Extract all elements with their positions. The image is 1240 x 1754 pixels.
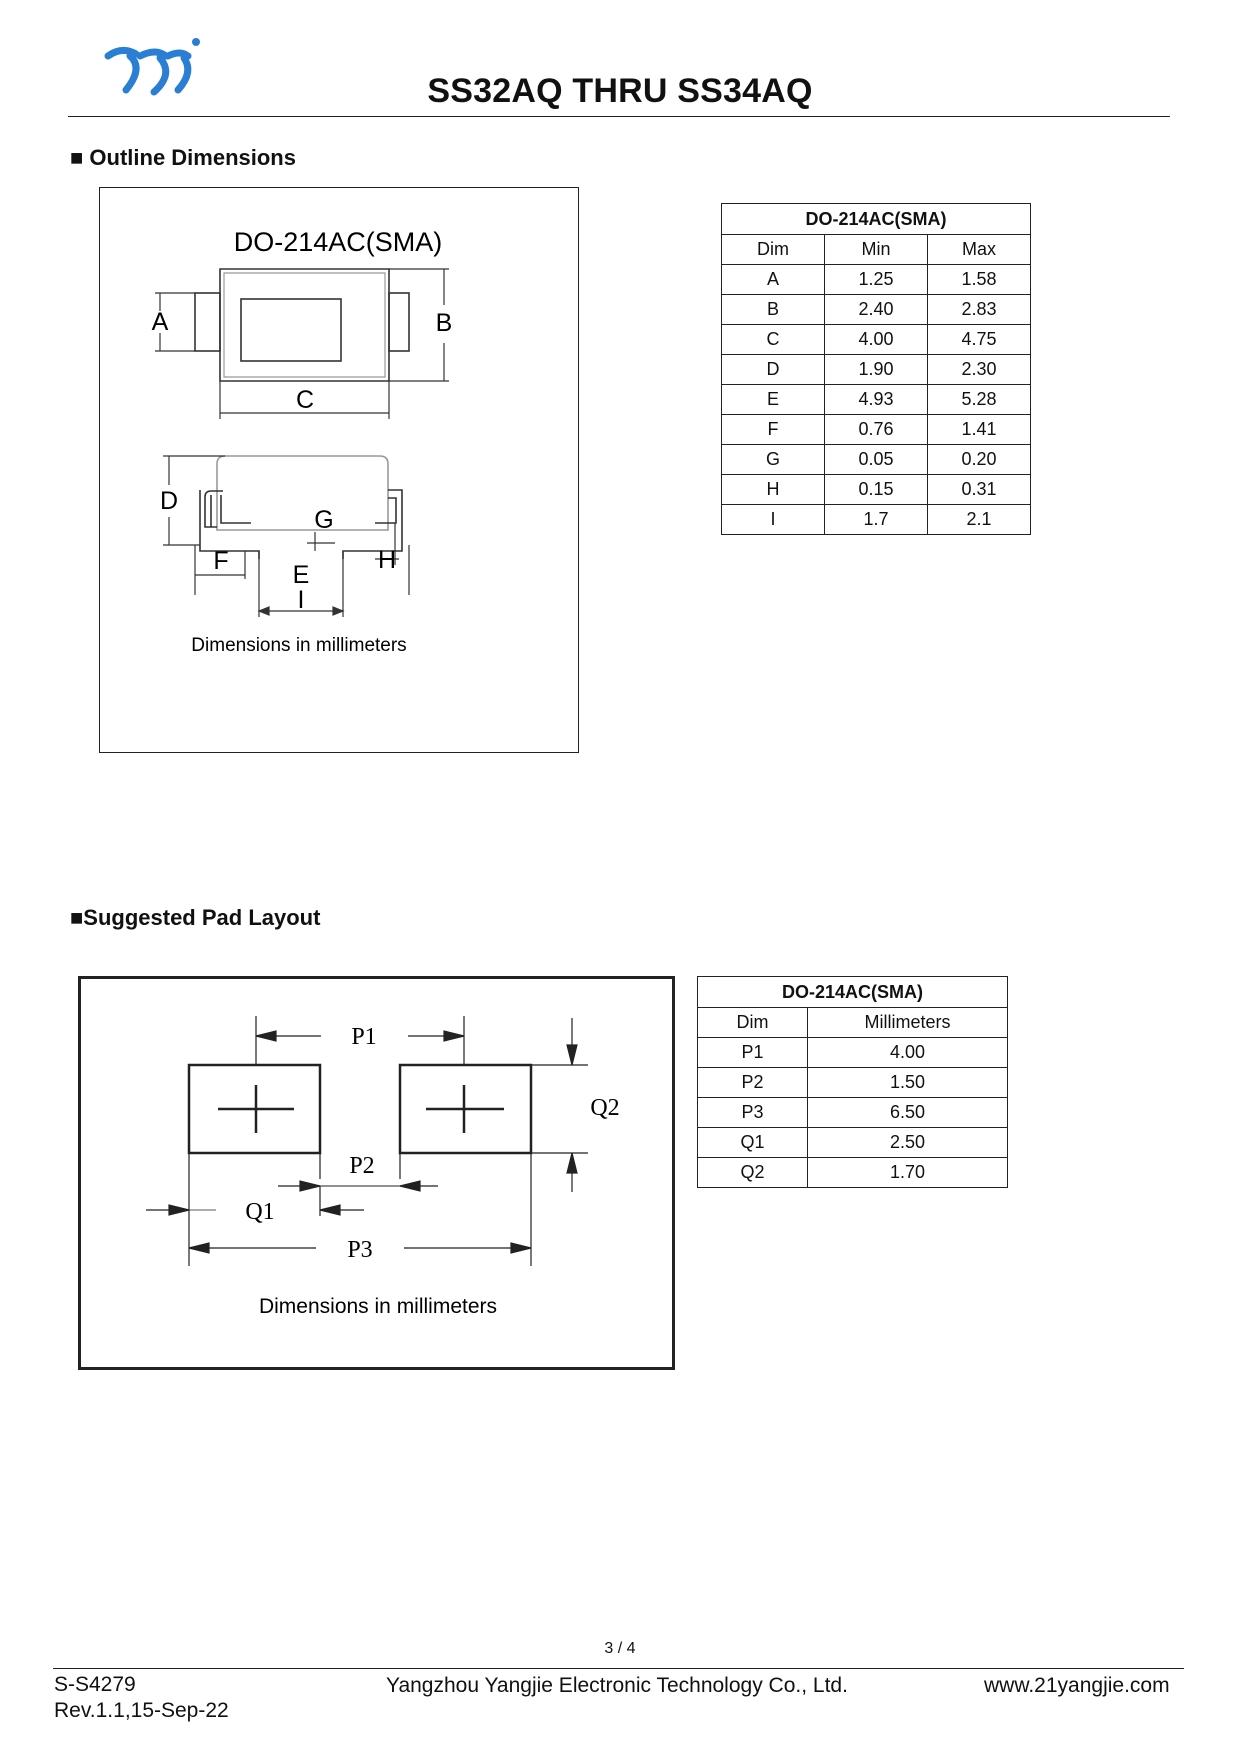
- table-cell: 4.00: [825, 325, 928, 355]
- dim-label-f: F: [213, 547, 229, 575]
- table-cell: 2.30: [928, 355, 1031, 385]
- table-cell: 5.28: [928, 385, 1031, 415]
- table-cell: C: [722, 325, 825, 355]
- dim-label-c: C: [295, 386, 315, 414]
- table-cell: 0.05: [825, 445, 928, 475]
- pad-label-q1: Q1: [245, 1199, 275, 1225]
- table-header-cell: Min: [825, 235, 928, 265]
- table-row: [722, 325, 1031, 355]
- table-cell: 0.20: [928, 445, 1031, 475]
- dim-label-a: A: [151, 308, 169, 336]
- table-cell: 1.7: [825, 505, 928, 535]
- table-row: [722, 385, 1031, 415]
- table-cell: G: [722, 445, 825, 475]
- pad-label-p3: P3: [347, 1237, 373, 1263]
- table-header-cell: Dim: [722, 235, 825, 265]
- table-cell: 4.00: [808, 1038, 1008, 1068]
- page-number: 3 / 4: [604, 1640, 636, 1657]
- table-row: [722, 295, 1031, 325]
- table-row: [722, 505, 1031, 535]
- table-row: [722, 445, 1031, 475]
- table-cell: H: [722, 475, 825, 505]
- dim-label-h: H: [377, 546, 397, 574]
- outline-drawing: [99, 187, 579, 753]
- table-cell: 4.75: [928, 325, 1031, 355]
- table-cell: 2.50: [808, 1128, 1008, 1158]
- table-cell: 1.50: [808, 1068, 1008, 1098]
- pad-label-p2: P2: [349, 1153, 375, 1179]
- table-cell: 1.25: [825, 265, 928, 295]
- outline-section-title: ■ Outline Dimensions: [70, 145, 296, 170]
- pad-label-p1: P1: [351, 1024, 377, 1050]
- table-cell: I: [722, 505, 825, 535]
- table-cell: 0.31: [928, 475, 1031, 505]
- table-cell: P1: [698, 1038, 808, 1068]
- pad-label-q2: Q2: [590, 1095, 620, 1121]
- right-lead-top: [389, 293, 409, 351]
- table-header-cell: Max: [928, 235, 1031, 265]
- pad-layout-drawing: [78, 976, 675, 1370]
- table-row: [698, 1128, 1008, 1158]
- table-header-row: [698, 1008, 1008, 1038]
- top-view: [240, 299, 341, 361]
- table-row: [698, 1158, 1008, 1188]
- table-cell: 1.90: [825, 355, 928, 385]
- footer-rule: [53, 1668, 1184, 1669]
- table-cell: 2.83: [928, 295, 1031, 325]
- dim-label-i: I: [297, 586, 305, 614]
- table-row: [698, 1068, 1008, 1098]
- outline-table-caption: DO-214AC(SMA): [722, 204, 1031, 235]
- table-row: [722, 265, 1031, 295]
- table-cell: 2.1: [928, 505, 1031, 535]
- table-cell: F: [722, 415, 825, 445]
- table-header-row: [722, 235, 1031, 265]
- table-cell: A: [722, 265, 825, 295]
- table-cell: 6.50: [808, 1098, 1008, 1128]
- table-cell: 1.58: [928, 265, 1031, 295]
- dim-label-d: D: [159, 487, 179, 515]
- table-cell: P2: [698, 1068, 808, 1098]
- outline-dimension-table: [721, 203, 1031, 535]
- revision-date: Rev.1.1,15-Sep-22: [54, 1699, 229, 1722]
- table-row: [722, 475, 1031, 505]
- table-cell: 1.70: [808, 1158, 1008, 1188]
- pad-layout-section-title: ■Suggested Pad Layout: [70, 905, 321, 930]
- table-cell: 1.41: [928, 415, 1031, 445]
- table-header-cell: Dim: [698, 1008, 808, 1038]
- document-title: SS32AQ THRU SS34AQ: [427, 72, 813, 110]
- company-name: Yangzhou Yangjie Electronic Technology Co., Ltd.: [386, 1674, 848, 1697]
- package-label: DO-214AC(SMA): [233, 227, 443, 257]
- pad-table-caption: DO-214AC(SMA): [698, 977, 1008, 1008]
- table-row: [722, 355, 1031, 385]
- table-cell: B: [722, 295, 825, 325]
- dim-label-e: E: [292, 561, 310, 589]
- package-top-outline: [220, 269, 389, 381]
- table-row: [722, 415, 1031, 445]
- pad-units-note: Dimensions in millimeters: [258, 1295, 498, 1318]
- dim-label-b: B: [435, 309, 453, 337]
- table-cell: 2.40: [825, 295, 928, 325]
- package-side-body: [217, 456, 388, 530]
- doc-number: S-S4279: [54, 1673, 136, 1696]
- outline-units-note: Dimensions in millimeters: [191, 635, 407, 656]
- pad-layout-table: [697, 976, 1008, 1188]
- table-row: [698, 1098, 1008, 1128]
- table-row: [698, 1038, 1008, 1068]
- table-cell: Q2: [698, 1158, 808, 1188]
- table-cell: 0.15: [825, 475, 928, 505]
- table-cell: P3: [698, 1098, 808, 1128]
- header-rule: [68, 116, 1170, 117]
- dim-label-g: G: [314, 506, 334, 534]
- table-cell: 4.93: [825, 385, 928, 415]
- left-lead-top: [195, 293, 220, 351]
- table-cell: Q1: [698, 1128, 808, 1158]
- company-website[interactable]: www.21yangjie.com: [984, 1674, 1170, 1697]
- table-cell: E: [722, 385, 825, 415]
- table-cell: 0.76: [825, 415, 928, 445]
- table-header-cell: Millimeters: [808, 1008, 1008, 1038]
- table-cell: D: [722, 355, 825, 385]
